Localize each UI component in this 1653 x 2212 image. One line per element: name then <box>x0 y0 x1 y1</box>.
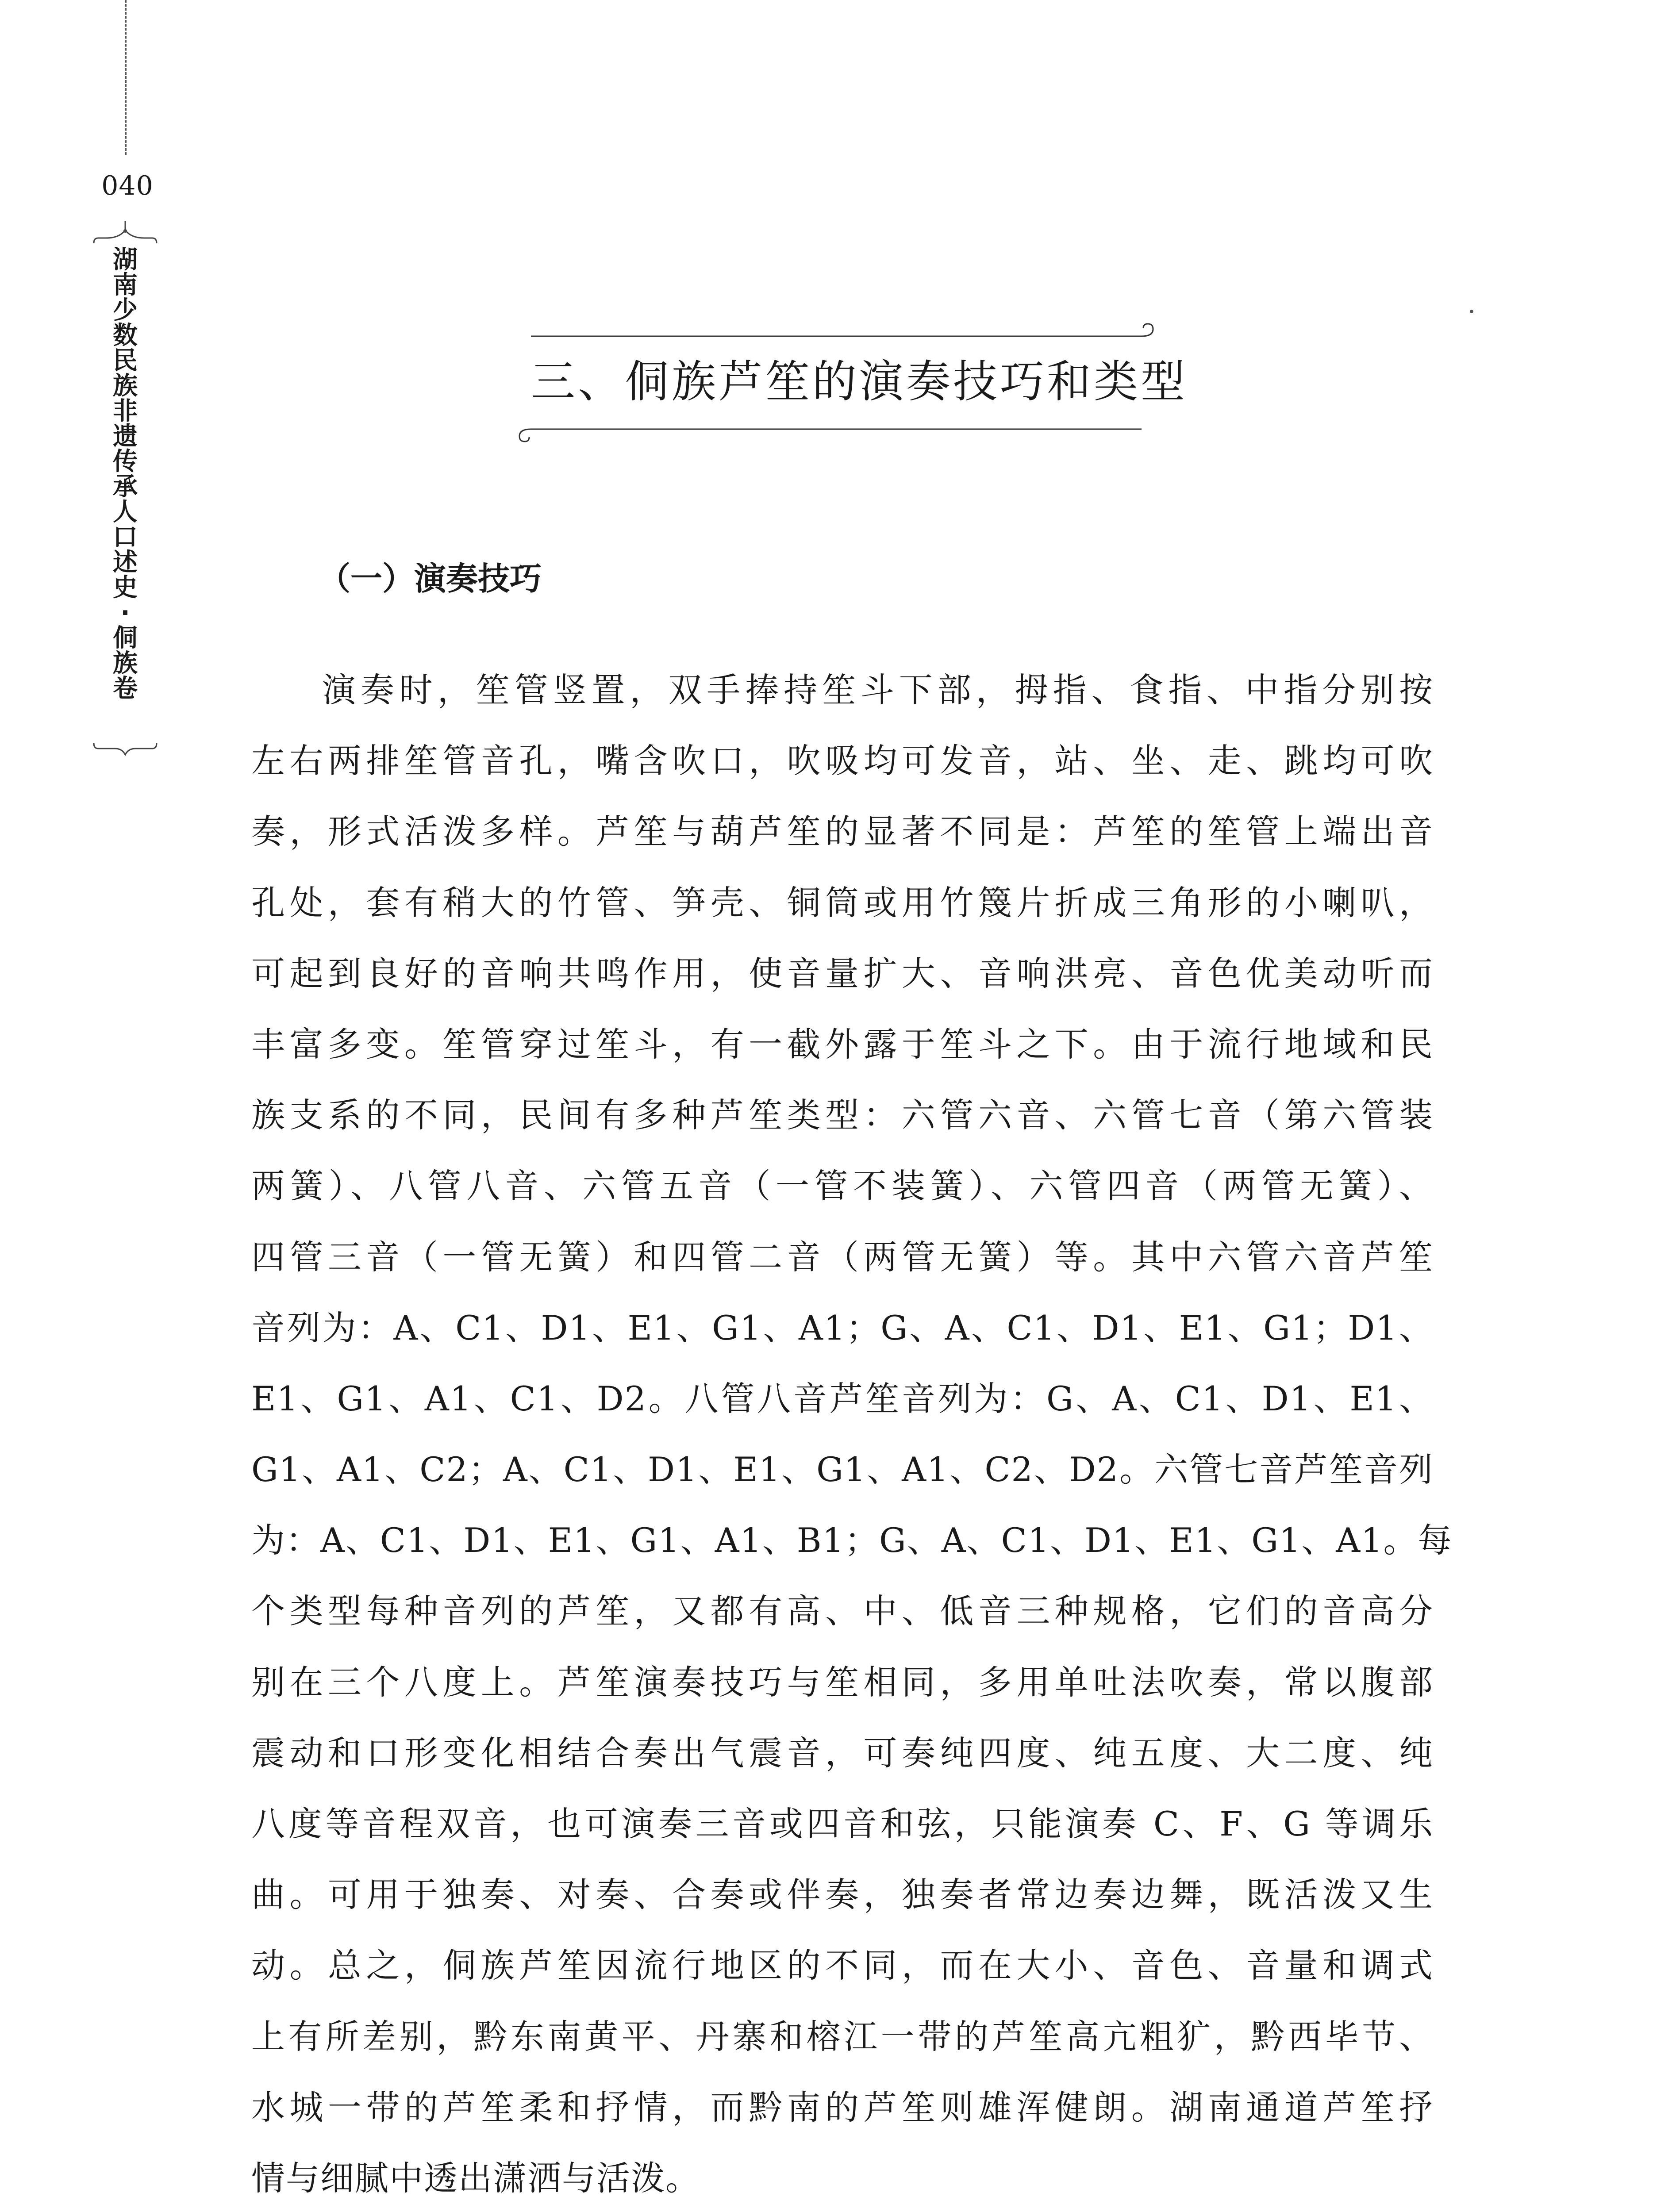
body-line: 奏，形式活泼多样。芦笙与葫芦笙的显著不同是：芦笙的笙管上端出音 <box>251 812 1434 852</box>
subsection-title: （一）演奏技巧 <box>319 560 542 597</box>
book-title-vertical <box>96 248 154 702</box>
book-title-char: 口 <box>113 523 138 552</box>
book-title-char: 非 <box>113 397 138 426</box>
body-line: 为：A、C1、D1、E1、G1、A1、B1；G、A、C1、D1、E1、G1、A1。每 <box>251 1521 1453 1560</box>
body-line: E1、G1、A1、C1、D2。八管八音芦笙音列为：G、A、C1、D1、E1、 <box>251 1379 1434 1418</box>
book-title-char: 史 <box>113 573 138 602</box>
book-title-char: 述 <box>113 548 138 577</box>
page-number: 040 <box>101 170 154 201</box>
body-line: 丰富多变。笙管穿过笙斗，有一截外露于笙斗之下。由于流行地域和民 <box>251 1024 1434 1064</box>
body-line: 情与细腻中透出潇洒与活泼。 <box>251 2158 700 2198</box>
stray-dot <box>1470 310 1473 313</box>
body-line: 震动和口形变化相结合奏出气震音，可奏纯四度、纯五度、大二度、纯 <box>251 1733 1434 1773</box>
book-title-char: 民 <box>113 346 138 375</box>
body-line: 孔处，套有稍大的竹管、笋壳、铜筒或用竹篾片折成三角形的小喇叭， <box>251 883 1434 922</box>
body-line: 个类型每种音列的芦笙，又都有高、中、低音三种规格，它们的音高分 <box>251 1591 1434 1631</box>
section-title: 三、侗族芦笙的演奏技巧和类型 <box>531 356 1188 407</box>
body-line: 两簧）、八管八音、六管五音（一管不装簧）、六管四音（两管无簧）、 <box>251 1166 1434 1206</box>
book-title-char: 侗 <box>113 624 138 653</box>
book-title-char: 少 <box>113 296 138 325</box>
book-title-char: 人 <box>113 498 138 526</box>
body-line: 可起到良好的音响共鸣作用，使音量扩大、音响洪亮、音色优美动听而 <box>251 953 1434 993</box>
body-line: 曲。可用于独奏、对奏、合奏或伴奏，独奏者常边奏边舞，既活泼又生 <box>251 1875 1434 1915</box>
body-line: 音列为：A、C1、D1、E1、G1、A1；G、A、C1、D1、E1、G1；D1、 <box>251 1308 1434 1348</box>
body-line: 八度等音程双音，也可演奏三音或四音和弦，只能演奏 C、F、G 等调乐 <box>251 1804 1434 1843</box>
book-title-char: 传 <box>113 447 138 476</box>
body-line: G1、A1、C2；A、C1、D1、E1、G1、A1、C2、D2。六管七音芦笙音列 <box>251 1450 1434 1490</box>
body-paragraph <box>251 655 1453 2212</box>
section-heading <box>513 323 1188 451</box>
side-dashed-rule <box>125 0 127 155</box>
body-line: 左右两排笙管音孔，嘴含吹口，吹吸均可发音，站、坐、走、跳均可吹 <box>251 741 1434 781</box>
book-title-char: 族 <box>113 372 138 400</box>
body-line: 演奏时，笙管竖置，双手捧持笙斗下部，拇指、食指、中指分别按 <box>322 670 1434 710</box>
body-line: 动。总之，侗族芦笙因流行地区的不同，而在大小、音色、音量和调式 <box>251 1946 1434 1985</box>
book-title-char: 遗 <box>113 422 138 451</box>
book-title-char: 卷 <box>113 674 138 703</box>
body-line: 上有所差别，黔东南黄平、丹寨和榕江一带的芦笙高亢粗犷，黔西毕节、 <box>251 2016 1434 2056</box>
book-title-char: 承 <box>113 472 138 501</box>
book-title-char: 湖 <box>113 246 138 274</box>
book-title-char: 族 <box>113 649 138 678</box>
body-line: 水城一带的芦笙柔和抒情，而黔南的芦笙则雄浑健朗。湖南通道芦笙抒 <box>251 2087 1434 2127</box>
book-title-char: 数 <box>113 321 138 350</box>
body-line: 四管三音（一管无簧）和四管二音（两管无簧）等。其中六管六音芦笙 <box>251 1237 1434 1277</box>
body-line: 族支系的不同，民间有多种芦笙类型：六管六音、六管七音（第六管装 <box>251 1095 1434 1135</box>
book-title-char: · <box>120 599 130 627</box>
book-title-char: 南 <box>113 271 138 300</box>
body-line: 别在三个八度上。芦笙演奏技巧与笙相同，多用单吐法吹奏，常以腹部 <box>251 1662 1434 1702</box>
